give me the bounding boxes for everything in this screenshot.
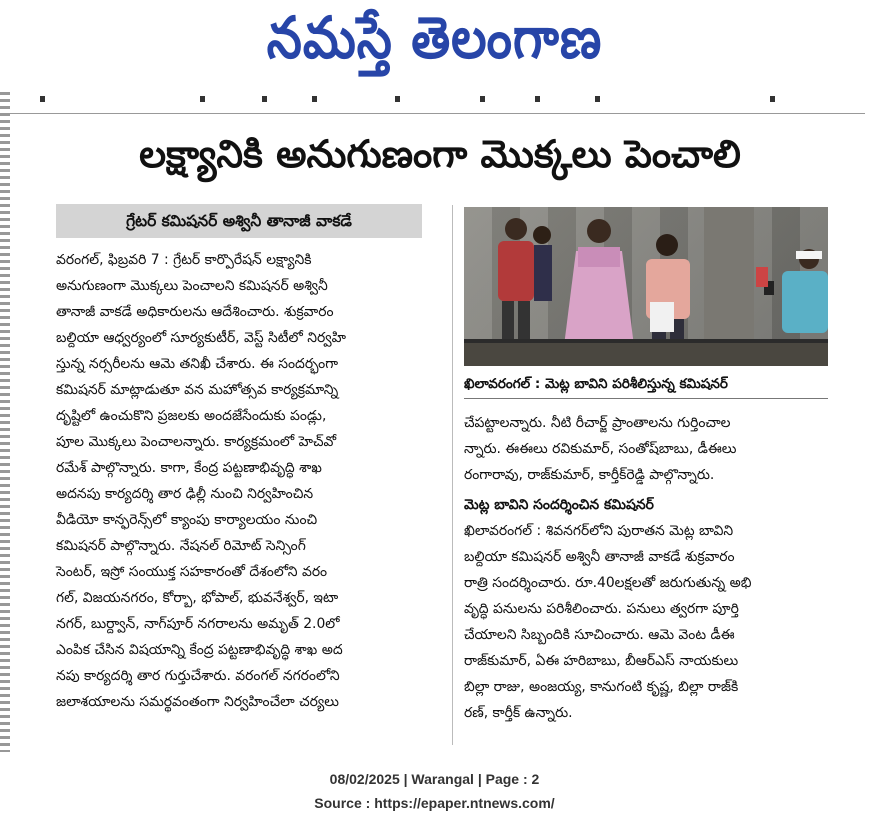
body-line: జలాశయాలను సమర్థవంతంగా నిర్వహించేలా చర్యలు bbox=[56, 694, 339, 710]
body-line: వీడియో కాన్ఫరెన్స్‌లో క్యాంపు కార్యాలయం నుంచి bbox=[56, 512, 318, 528]
masthead bbox=[0, 0, 869, 78]
body-line: బిల్లా రాజు, అంజయ్య, కానుగంటి కృష్ణ, బిల్లా రాజ్‌కి bbox=[464, 679, 739, 695]
body-line: వరంగల్, ఫిబ్రవరి 7 : గ్రేటర్ కార్పొరేషన్ లక్ష్యానికి bbox=[56, 252, 312, 268]
sub-headline: మెట్ల బావిని సందర్శించిన కమిషనర్ bbox=[464, 497, 654, 513]
body-line: రాజ్‌కుమార్, ఏఈ హరిబాబు, బీఆర్ఎస్ నాయకులు bbox=[464, 653, 739, 669]
body-line: రమేశ్ పాల్గొన్నారు. కాగా, కేంద్ర పట్టణాభివృద్ధి శాఖ bbox=[56, 460, 322, 476]
body-line: తానాజీ వాకడే అధికారులను ఆదేశించారు. శుక్రవారం bbox=[56, 304, 334, 320]
body-line: నగర్, బుర్ద్వాన్, నాగ్‌పూర్ నగరాలను అమృత్ 2.0లో bbox=[56, 616, 340, 632]
body-line: స్తున్న నర్సరీలను ఆమె తనిఖీ చేశారు. ఈ సందర్భంగా bbox=[56, 356, 338, 372]
body-line: అదనపు కార్యదర్శి తార ఢిల్లీ నుంచి నిర్వహించిన bbox=[56, 486, 314, 502]
page-footer bbox=[0, 767, 869, 815]
article-body-right bbox=[464, 410, 844, 726]
body-line: వృద్ధి పనులను పరిశీలించారు. పనులు త్వరగా పూర్తి bbox=[464, 601, 739, 617]
body-line: అనుగుణంగా మొక్కలు పెంచాలని కమిషనర్ అశ్వినీ bbox=[56, 278, 328, 294]
body-line: పూల మొక్కలు పెంచాలన్నారు. కార్యక్రమంలో హెచ్‌వో bbox=[56, 434, 337, 450]
body-line: బల్దియా ఆధ్వర్యంలో సూర్యకుటీర్, వెస్ట్ సిటీలో నిర్వహి bbox=[56, 330, 346, 346]
page-edge-marks bbox=[0, 92, 10, 752]
body-line: రాత్రి సందర్శించారు. రూ.40లక్షలతో జరుగుతున్న అభి bbox=[464, 575, 752, 591]
column-divider bbox=[452, 205, 453, 745]
body-line: రణ్, కార్తీక్ ఉన్నారు. bbox=[464, 705, 573, 721]
article-headline: లక్ష్యానికి అనుగుణంగా మొక్కలు పెంచాలి bbox=[139, 132, 741, 176]
body-line: నపు కార్యదర్శి తార గుర్తుచేశారు. వరంగల్ నగరంలోని bbox=[56, 668, 340, 684]
body-line: సెంటర్, ఇస్రో సంయుక్త సహకారంతో దేశంలోని వరం bbox=[56, 564, 328, 580]
body-line: ఖిలావరంగల్ : శివనగర్‌లోని పురాతన మెట్ల బావిని bbox=[464, 523, 734, 539]
body-line: కమిషనర్ మాట్లాడుతూ వన మహోత్సవ కార్యక్రమాన్ని bbox=[56, 382, 339, 398]
body-line: చేపట్టాలన్నారు. నీటి రీచార్జ్ ప్రాంతాలను గుర్తించాల bbox=[464, 415, 731, 431]
body-line: బల్దియా కమిషనర్ అశ్వినీ తానాజీ వాకడే శుక్రవారం bbox=[464, 549, 735, 565]
photo-caption: ఖిలావరంగల్ : మెట్ల బావిని పరిశీలిస్తున్న కమిషనర్ bbox=[464, 370, 828, 399]
body-line: చేయాలని సిబ్బందికి సూచించారు. ఆమె వెంట డీఈ bbox=[464, 627, 735, 643]
footer-dateline: 08/02/2025 | Warangal | Page : 2 bbox=[329, 771, 540, 787]
body-line: రంగారావు, రాజ్‌కుమార్, కార్తీక్‌రెడ్డి పాల్గొన్నారు. bbox=[464, 467, 715, 483]
body-line: గల్, విజయనగరం, కోర్బా, భోపాల్, భువనేశ్వర్, ఇటా bbox=[56, 590, 339, 606]
cropped-text-strip bbox=[40, 96, 780, 104]
footer-source-link[interactable]: Source : https://epaper.ntnews.com/ bbox=[314, 795, 555, 811]
body-line: న్నారు. ఈఈలు రవికుమార్, సంతోష్‌బాబు, డీఈలు bbox=[464, 441, 737, 457]
body-line: ఎంపిక చేసిన విషయాన్ని కేంద్ర పట్టణాభివృద్ధి శాఖ అద bbox=[56, 642, 343, 658]
article-body-left bbox=[56, 247, 444, 715]
article-deck: గ్రేటర్ కమిషనర్ అశ్వినీ తానాజీ వాకడే bbox=[56, 204, 422, 238]
photo-ground bbox=[464, 343, 828, 366]
article-photo bbox=[464, 207, 828, 366]
newspaper-logo: నమస్తే తెలంగాణ bbox=[266, 4, 603, 72]
body-line: కమిషనర్ పాల్గొన్నారు. నేషనల్ రిమోట్ సెన్సింగ్ bbox=[56, 538, 306, 554]
body-line: దృష్టిలో ఉంచుకొని ప్రజలకు అందజేసేందుకు పండ్లు, bbox=[56, 408, 327, 424]
top-divider bbox=[10, 113, 865, 114]
